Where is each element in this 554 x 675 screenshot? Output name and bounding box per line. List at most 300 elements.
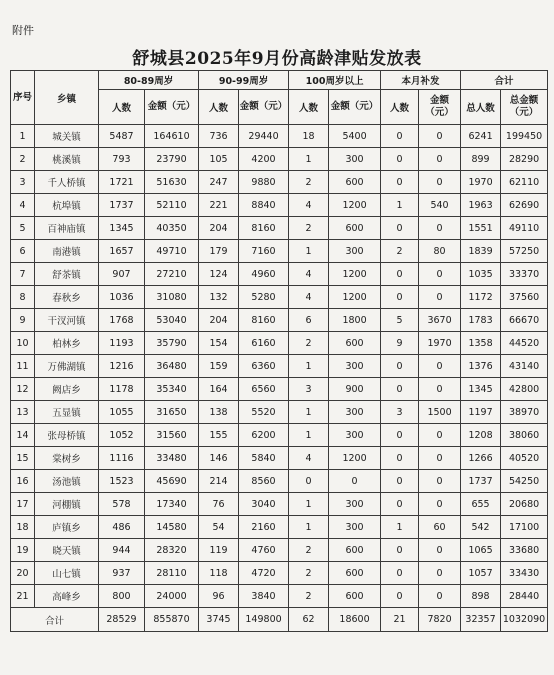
cell-town: 柏林乡 [35,332,99,355]
cell-c80: 944 [99,539,145,562]
cell-a90: 2160 [239,516,289,539]
cell-a90: 6200 [239,424,289,447]
cell-a90: 6360 [239,355,289,378]
cell-c100: 4 [289,194,329,217]
cell-no: 10 [11,332,35,355]
cell-cb: 21 [381,608,419,632]
cell-a90: 5840 [239,447,289,470]
cell-town: 万佛湖镇 [35,355,99,378]
header-group-100-plus: 100周岁以上 [289,71,381,90]
cell-c90: 54 [199,516,239,539]
table-row [11,125,548,148]
cell-no: 7 [11,263,35,286]
cell-c80: 1116 [99,447,145,470]
cell-c80: 1036 [99,286,145,309]
table-row [11,194,548,217]
cell-cb: 0 [381,286,419,309]
table-row [11,447,548,470]
cell-town: 五显镇 [35,401,99,424]
cell-c100: 2 [289,539,329,562]
cell-c90: 736 [199,125,239,148]
cell-ta: 33430 [501,562,548,585]
cell-a90: 8160 [239,309,289,332]
cell-a100: 600 [329,332,381,355]
cell-c80: 1523 [99,470,145,493]
cell-no: 8 [11,286,35,309]
cell-town: 汤池镇 [35,470,99,493]
cell-cb: 0 [381,585,419,608]
header-total-people: 总人数 [461,90,501,125]
cell-c100: 1 [289,493,329,516]
cell-tc: 1035 [461,263,501,286]
attachment-label: 附件 [12,24,34,37]
cell-ab: 0 [419,447,461,470]
cell-no: 2 [11,148,35,171]
cell-a100: 1200 [329,263,381,286]
cell-no: 13 [11,401,35,424]
cell-c100: 2 [289,217,329,240]
cell-c90: 118 [199,562,239,585]
cell-a100: 300 [329,148,381,171]
table-row [11,171,548,194]
cell-town: 千人桥镇 [35,171,99,194]
cell-c90: 247 [199,171,239,194]
cell-a90: 5280 [239,286,289,309]
cell-tc: 1266 [461,447,501,470]
cell-a80: 28320 [145,539,199,562]
cell-a90: 8160 [239,217,289,240]
cell-town: 张母桥镇 [35,424,99,447]
cell-tc: 1358 [461,332,501,355]
cell-a100: 600 [329,171,381,194]
cell-ta: 17100 [501,516,548,539]
cell-no: 17 [11,493,35,516]
cell-ta: 43140 [501,355,548,378]
cell-a90: 6560 [239,378,289,401]
cell-no: 1 [11,125,35,148]
cell-a100: 1800 [329,309,381,332]
cell-ab: 0 [419,562,461,585]
header-people: 人数 [199,90,239,125]
cell-town: 春秋乡 [35,286,99,309]
cell-town: 百神庙镇 [35,217,99,240]
cell-cb: 0 [381,263,419,286]
totals-row [11,608,548,632]
cell-c100: 1 [289,148,329,171]
table-row [11,516,548,539]
cell-a100: 900 [329,378,381,401]
cell-cb: 9 [381,332,419,355]
cell-c100: 2 [289,171,329,194]
cell-tc: 1065 [461,539,501,562]
cell-a80: 35790 [145,332,199,355]
cell-ta: 44520 [501,332,548,355]
cell-no: 5 [11,217,35,240]
cell-a80: 49710 [145,240,199,263]
cell-ab: 0 [419,470,461,493]
cell-c80: 5487 [99,125,145,148]
cell-ta: 62110 [501,171,548,194]
cell-a80: 27210 [145,263,199,286]
cell-town: 桃溪镇 [35,148,99,171]
cell-a90: 4720 [239,562,289,585]
cell-no: 16 [11,470,35,493]
cell-a80: 164610 [145,125,199,148]
cell-ta: 66670 [501,309,548,332]
cell-ab: 0 [419,148,461,171]
cell-tc: 898 [461,585,501,608]
cell-c90: 76 [199,493,239,516]
cell-a80: 52110 [145,194,199,217]
cell-ta: 33370 [501,263,548,286]
cell-tc: 6241 [461,125,501,148]
cell-town: 干汊河镇 [35,309,99,332]
cell-c100: 2 [289,585,329,608]
cell-cb: 0 [381,470,419,493]
header-group-90-99: 90-99周岁 [199,71,289,90]
cell-no: 6 [11,240,35,263]
cell-cb: 1 [381,516,419,539]
cell-c80: 28529 [99,608,145,632]
table-row [11,470,548,493]
cell-ta: 42800 [501,378,548,401]
cell-c80: 1178 [99,378,145,401]
cell-no: 14 [11,424,35,447]
table-row [11,378,548,401]
cell-cb: 3 [381,401,419,424]
header-amount: 金额（元） [419,90,461,125]
cell-ta: 20680 [501,493,548,516]
cell-a90: 9880 [239,171,289,194]
table-row [11,240,548,263]
cell-c100: 1 [289,355,329,378]
cell-town: 庐镇乡 [35,516,99,539]
cell-a100: 300 [329,424,381,447]
cell-a80: 35340 [145,378,199,401]
cell-a90: 7160 [239,240,289,263]
cell-c100: 18 [289,125,329,148]
header-town: 乡镇 [35,71,99,125]
cell-c80: 1193 [99,332,145,355]
cell-cb: 0 [381,447,419,470]
cell-tc: 32357 [461,608,501,632]
cell-town: 城关镇 [35,125,99,148]
cell-no: 15 [11,447,35,470]
cell-c80: 1657 [99,240,145,263]
cell-c100: 4 [289,447,329,470]
cell-ab: 540 [419,194,461,217]
cell-a90: 4200 [239,148,289,171]
header-group-total: 合计 [461,71,548,90]
cell-c90: 204 [199,217,239,240]
cell-c80: 1052 [99,424,145,447]
cell-c90: 138 [199,401,239,424]
cell-tc: 1208 [461,424,501,447]
cell-cb: 0 [381,539,419,562]
cell-a80: 31080 [145,286,199,309]
cell-c90: 164 [199,378,239,401]
cell-town: 山七镇 [35,562,99,585]
cell-c90: 155 [199,424,239,447]
cell-c80: 1216 [99,355,145,378]
cell-ab: 0 [419,585,461,608]
cell-c90: 179 [199,240,239,263]
table-row [11,562,548,585]
cell-a100: 300 [329,493,381,516]
cell-a80: 14580 [145,516,199,539]
cell-ab: 0 [419,286,461,309]
cell-c90: 146 [199,447,239,470]
cell-ab: 0 [419,539,461,562]
cell-c90: 214 [199,470,239,493]
header-amount: 金额（元） [329,90,381,125]
cell-a90: 29440 [239,125,289,148]
cell-a90: 3040 [239,493,289,516]
header-people: 人数 [381,90,419,125]
cell-ab: 80 [419,240,461,263]
cell-a80: 33480 [145,447,199,470]
cell-ab: 0 [419,125,461,148]
cell-tc: 542 [461,516,501,539]
cell-ab: 0 [419,424,461,447]
cell-c100: 2 [289,332,329,355]
page-title: 舒城县2025年9月份高龄津贴发放表 [132,49,422,69]
cell-c100: 4 [289,263,329,286]
cell-c80: 793 [99,148,145,171]
cell-town: 舒茶镇 [35,263,99,286]
cell-c90: 124 [199,263,239,286]
cell-ab: 0 [419,217,461,240]
cell-c100: 2 [289,562,329,585]
header-people: 人数 [99,90,145,125]
cell-a80: 45690 [145,470,199,493]
cell-c90: 96 [199,585,239,608]
cell-ab: 60 [419,516,461,539]
cell-tc: 1783 [461,309,501,332]
cell-cb: 0 [381,493,419,516]
table-row [11,332,548,355]
cell-a100: 5400 [329,125,381,148]
cell-no: 20 [11,562,35,585]
cell-a100: 1200 [329,194,381,217]
cell-tc: 1376 [461,355,501,378]
cell-no: 12 [11,378,35,401]
cell-c90: 204 [199,309,239,332]
cell-c80: 1055 [99,401,145,424]
cell-a100: 0 [329,470,381,493]
cell-tc: 1970 [461,171,501,194]
cell-ab: 0 [419,493,461,516]
cell-town: 棠树乡 [35,447,99,470]
cell-tc: 1737 [461,470,501,493]
cell-ta: 54250 [501,470,548,493]
subsidy-table [10,70,548,632]
cell-no: 18 [11,516,35,539]
table-row [11,309,548,332]
table-row [11,539,548,562]
cell-ta: 57250 [501,240,548,263]
totals-label: 合计 [11,608,99,632]
cell-a80: 23790 [145,148,199,171]
cell-a100: 1200 [329,286,381,309]
cell-c90: 154 [199,332,239,355]
cell-a100: 600 [329,562,381,585]
cell-ab: 7820 [419,608,461,632]
cell-ta: 38060 [501,424,548,447]
cell-a80: 17340 [145,493,199,516]
header-amount: 金额（元） [239,90,289,125]
table-row [11,424,548,447]
cell-ta: 40520 [501,447,548,470]
cell-tc: 1345 [461,378,501,401]
cell-cb: 0 [381,148,419,171]
cell-c80: 1345 [99,217,145,240]
cell-a80: 31560 [145,424,199,447]
cell-town: 高峰乡 [35,585,99,608]
cell-no: 21 [11,585,35,608]
cell-a100: 600 [329,585,381,608]
cell-c80: 1721 [99,171,145,194]
cell-tc: 1963 [461,194,501,217]
cell-c80: 486 [99,516,145,539]
cell-town: 河棚镇 [35,493,99,516]
table-row [11,263,548,286]
cell-a100: 1200 [329,447,381,470]
cell-a80: 36480 [145,355,199,378]
cell-c80: 907 [99,263,145,286]
cell-tc: 1057 [461,562,501,585]
cell-cb: 5 [381,309,419,332]
cell-ta: 38970 [501,401,548,424]
cell-tc: 1172 [461,286,501,309]
cell-no: 11 [11,355,35,378]
cell-a80: 51630 [145,171,199,194]
cell-a80: 855870 [145,608,199,632]
cell-ta: 62690 [501,194,548,217]
cell-tc: 1197 [461,401,501,424]
cell-ta: 33680 [501,539,548,562]
cell-a80: 53040 [145,309,199,332]
cell-c90: 105 [199,148,239,171]
cell-cb: 2 [381,240,419,263]
cell-c100: 1 [289,401,329,424]
cell-a100: 600 [329,217,381,240]
cell-no: 4 [11,194,35,217]
cell-ab: 0 [419,378,461,401]
cell-cb: 0 [381,378,419,401]
cell-c100: 6 [289,309,329,332]
cell-c80: 578 [99,493,145,516]
cell-a80: 24000 [145,585,199,608]
cell-a80: 31650 [145,401,199,424]
cell-c80: 1737 [99,194,145,217]
table-row [11,493,548,516]
cell-c80: 1768 [99,309,145,332]
cell-ab: 1970 [419,332,461,355]
cell-town: 南港镇 [35,240,99,263]
cell-ta: 1032090 [501,608,548,632]
cell-no: 19 [11,539,35,562]
cell-cb: 0 [381,171,419,194]
cell-a100: 300 [329,240,381,263]
cell-cb: 0 [381,217,419,240]
cell-tc: 899 [461,148,501,171]
cell-c100: 1 [289,240,329,263]
header-serial: 序号 [11,71,35,125]
cell-ta: 37560 [501,286,548,309]
cell-c100: 4 [289,286,329,309]
header-amount: 金额（元） [145,90,199,125]
cell-a80: 40350 [145,217,199,240]
cell-a80: 28110 [145,562,199,585]
table-row [11,148,548,171]
cell-ab: 1500 [419,401,461,424]
header-people: 人数 [289,90,329,125]
header-group-reissue: 本月补发 [381,71,461,90]
cell-ab: 3670 [419,309,461,332]
cell-a100: 600 [329,539,381,562]
cell-c100: 1 [289,424,329,447]
cell-c100: 3 [289,378,329,401]
table-row [11,585,548,608]
cell-a100: 300 [329,516,381,539]
table-row [11,217,548,240]
cell-ab: 0 [419,263,461,286]
cell-c80: 937 [99,562,145,585]
cell-a90: 8840 [239,194,289,217]
cell-a100: 300 [329,401,381,424]
cell-c90: 3745 [199,608,239,632]
cell-a90: 4760 [239,539,289,562]
cell-a100: 300 [329,355,381,378]
table-row [11,401,548,424]
cell-c80: 800 [99,585,145,608]
table-row [11,286,548,309]
cell-a90: 3840 [239,585,289,608]
cell-a90: 149800 [239,608,289,632]
cell-ab: 0 [419,355,461,378]
cell-no: 9 [11,309,35,332]
cell-cb: 0 [381,562,419,585]
cell-ta: 199450 [501,125,548,148]
cell-ta: 28440 [501,585,548,608]
cell-tc: 1839 [461,240,501,263]
cell-a90: 5520 [239,401,289,424]
cell-c90: 132 [199,286,239,309]
cell-tc: 1551 [461,217,501,240]
cell-c100: 1 [289,516,329,539]
cell-cb: 1 [381,194,419,217]
cell-no: 3 [11,171,35,194]
cell-c90: 159 [199,355,239,378]
cell-cb: 0 [381,424,419,447]
cell-ta: 28290 [501,148,548,171]
cell-ta: 49110 [501,217,548,240]
cell-town: 阙店乡 [35,378,99,401]
cell-c100: 0 [289,470,329,493]
cell-c100: 62 [289,608,329,632]
cell-tc: 655 [461,493,501,516]
header-group-80-89: 80-89周岁 [99,71,199,90]
cell-a100: 18600 [329,608,381,632]
cell-a90: 8560 [239,470,289,493]
cell-town: 晓天镇 [35,539,99,562]
cell-a90: 4960 [239,263,289,286]
cell-ab: 0 [419,171,461,194]
cell-c90: 221 [199,194,239,217]
cell-cb: 0 [381,125,419,148]
table-row [11,355,548,378]
